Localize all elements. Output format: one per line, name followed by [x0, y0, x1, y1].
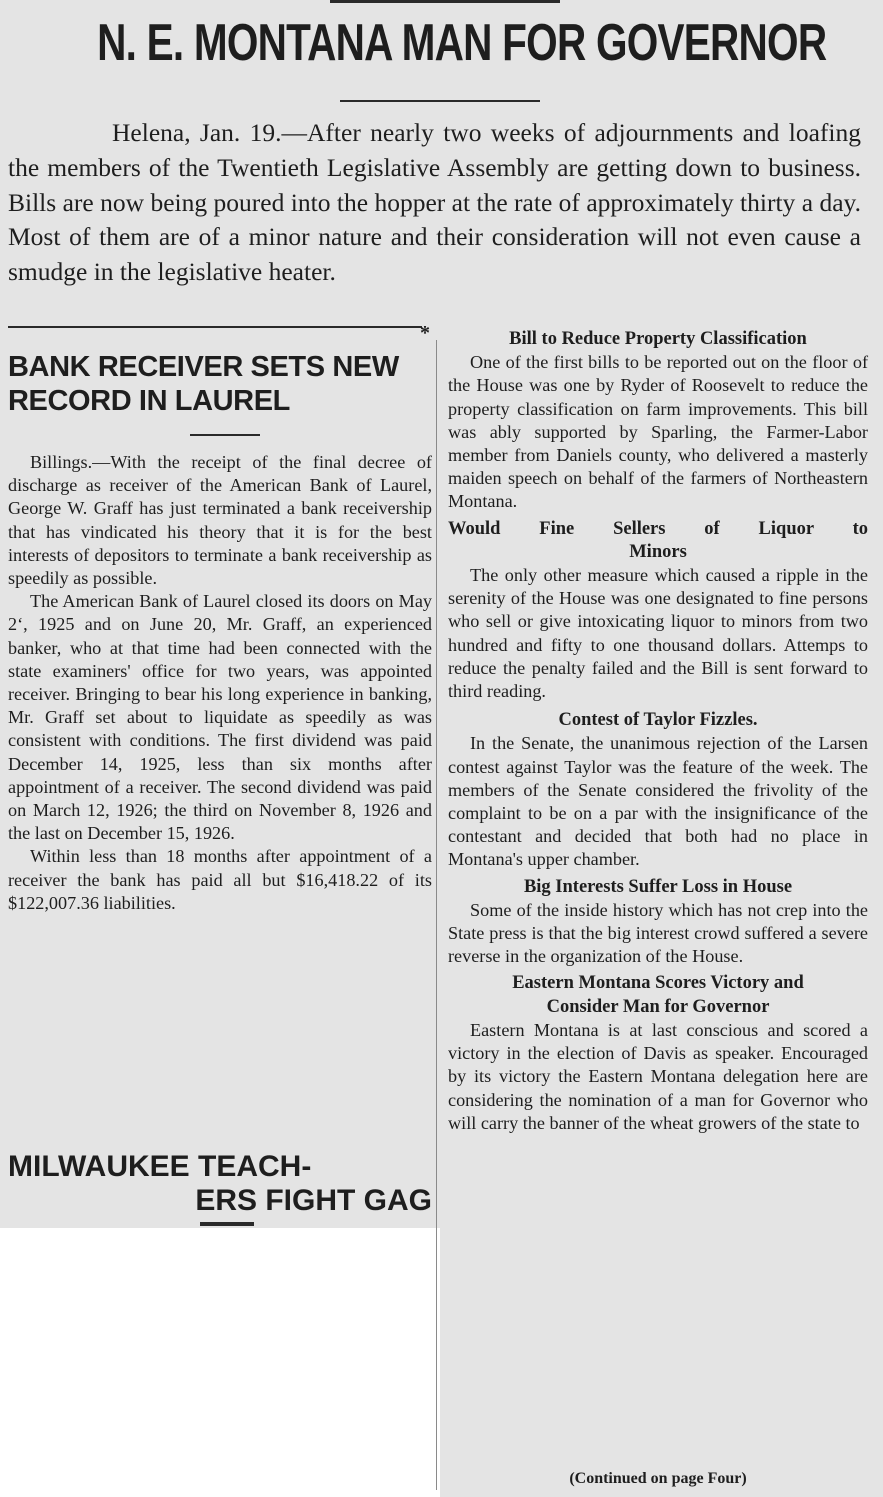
bank-paragraph: Within less than 18 months after appointment of a receiver the bank has paid all but $16,418.22 of its $122,007.36 liabilities.: [8, 846, 432, 913]
bank-headline-divider: [190, 434, 260, 436]
subhead-property-classification: Bill to Reduce Property Classification: [509, 329, 807, 349]
story-paragraph: In the Senate, the unanimous rejection of the Larsen contest against Taylor was the feature of the week. The members of the Senate considered the frivolity of the complaint to be on a par with the insignificance of the contestant and decided that both had no place in Montana's upper chamber.: [448, 733, 868, 870]
milwaukee-story-headline: [8, 1150, 432, 1218]
subhead-eastern-montana-line1: Eastern Montana Scores Victory and: [512, 973, 804, 994]
star-icon: *: [420, 322, 430, 344]
story-paragraph: Eastern Montana is at last conscious and scored a victory in the election of Davis as speaker. Encouraged by its victory the Eastern Montana delegation here are considering the nomination of a man for Governor who will carry the banner of the wheat growers of the state to: [448, 1019, 868, 1133]
bank-story-body: [8, 451, 432, 915]
section-divider: [8, 326, 422, 328]
milwaukee-headline-divider: [200, 1222, 254, 1226]
subhead-liquor-line1: Would Fine Sellers of Liquor to: [448, 518, 868, 539]
story-paragraph: Some of the inside history which has not crep into the State press is that the big interest crowd suffered a severe reverse in the organization of the House.: [448, 899, 868, 967]
headline-divider: [340, 100, 540, 102]
top-rule: [330, 0, 560, 3]
subhead-taylor-contest: Contest of Taylor Fizzles.: [558, 710, 758, 731]
subhead-big-interests: Big Interests Suffer Loss in House: [523, 876, 793, 897]
milwaukee-headline-line2: ERS FIGHT GAG: [195, 1184, 432, 1217]
bank-story-headline: BANK RECEIVER SETS NEW RECORD IN LAUREL: [8, 351, 399, 417]
bank-paragraph: The American Bank of Laurel closed its doors on May 2‘, 1925 and on June 20, Mr. Graff, an experienced banker, who at that time had been connected with the state examiners' office for two years, was appointed receiver. Bringing to bear his long experience in banking, Mr. Graff set about to liquidate as speedily as was consistent with conditions. The first dividend was paid December 14, 1925, less than six months after appointment of a receiver. The second dividend was paid on March 12, 1926; the third on November 8, 1926 and the last on December 15, 1926.: [8, 591, 432, 844]
subhead-liquor-line2: Minors: [629, 541, 687, 562]
story-paragraph: One of the first bills to be reported out on the floor of the House was one by Ryder of Roosevelt to reduce the property classification on farm improvements. This bill was ably supported by Sparling, the Farmer-Labor member from Daniels county, who delivered a masterly maiden speech on behalf of the farmers of Northeastern Montana.: [448, 352, 868, 512]
newsprint-page-extension: [440, 1228, 883, 1497]
bank-paragraph: Billings.—With the receipt of the final decree of discharge as receiver of the American Bank of Laurel, George W. Graff has just terminated a bank receivership that has vindicated his theory that it is for the best interests of depositors to terminate a bank receivership as speedily as possible.: [8, 452, 432, 589]
milwaukee-headline-line1: MILWAUKEE TEACH-: [8, 1150, 312, 1183]
continued-notice: (Continued on page Four): [569, 1470, 747, 1487]
legislature-story: [448, 328, 868, 1135]
lede-paragraph: Helena, Jan. 19.—After nearly two weeks of adjournments and loafing the members of the Twentieth Legislative Assembly are getting down to business. Bills are now being poured into the hopper at the rate of approximately thirty a day. Most of them are of a minor nature and their consideration will not even cause a smudge in the legislative heater.: [8, 118, 861, 287]
story-paragraph: The only other measure which caused a ripple in the serenity of the House was one designated to fine persons who sell or give intoxicating liquor to minors from two hundred and fifty to one thousand dollars. Attemps to reduce the penalty failed and the Bill is sent forward to third reading.: [448, 565, 868, 702]
column-divider: [436, 340, 437, 1490]
main-headline: N. E. MONTANA MAN FOR GOVERNOR: [97, 14, 827, 72]
subhead-eastern-montana-line2: Consider Man for Governor: [546, 996, 770, 1017]
